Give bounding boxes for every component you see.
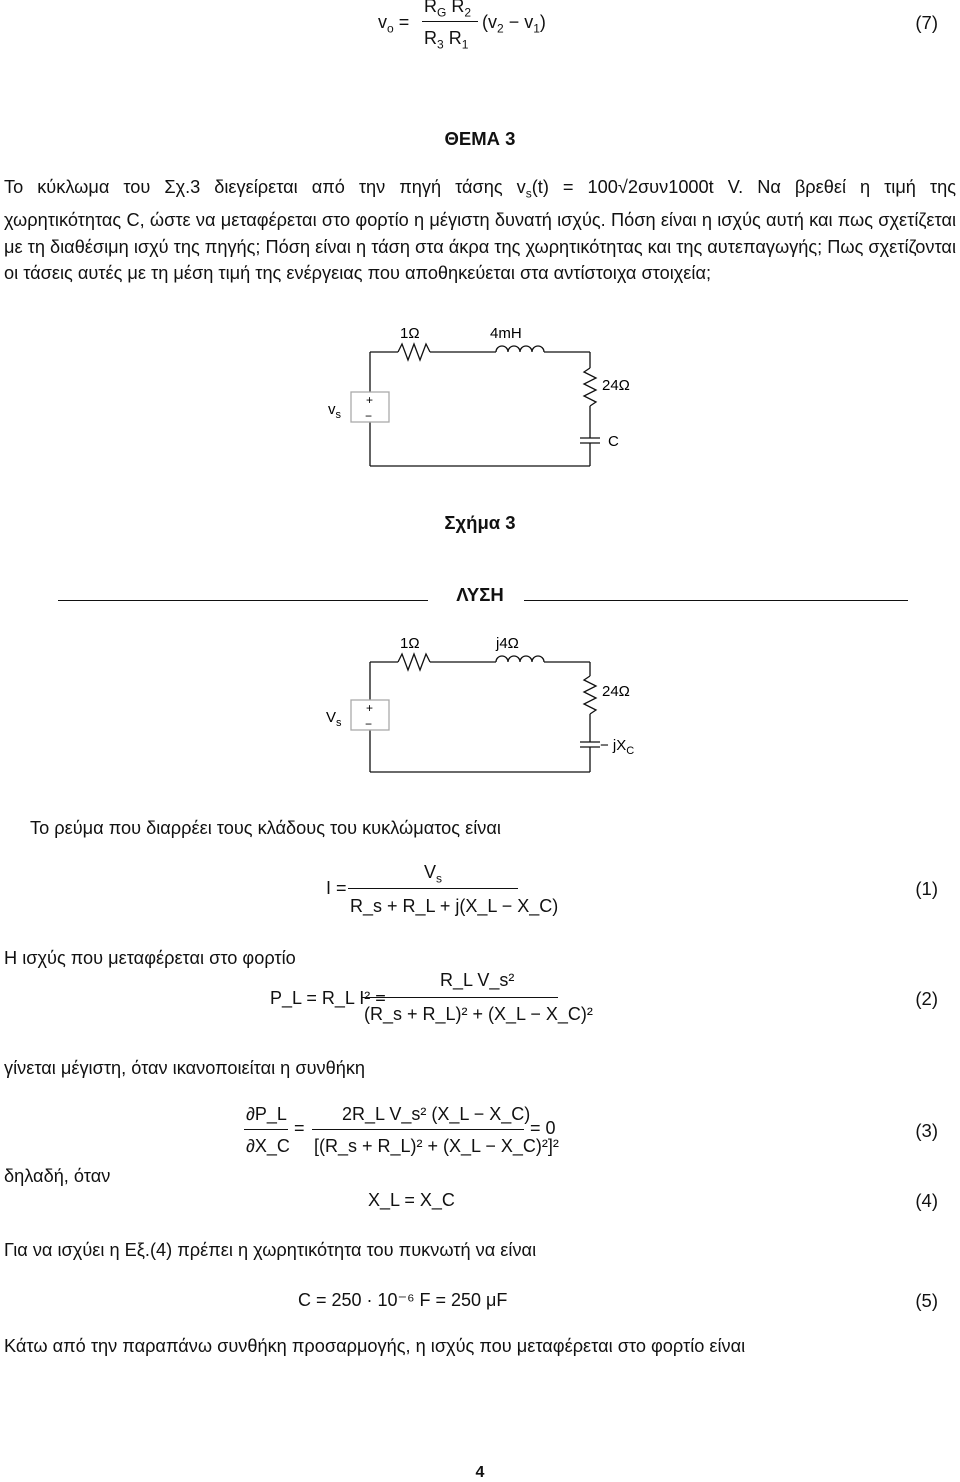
problem-rest: χωρητικότητας C, ώστε να μεταφέρεται στο φορτίο η μέγιστη δυνατή ισχύς. Πόση είναι η ισχύς αυτή και πως σχετίζεται με τη διαθέσιμη ισχύ της πηγής; Πόση είναι η τάση στα άκρα της χωρητικότητας και της αυτεπαγωγής; Πως σχετίζονται οι τάσεις αυτές με τη μέση τιμή της ενέργειας που αποθηκεύεται στα αντίστοιχα στοιχεία; <box>4 210 956 284</box>
equation-5: C = 250 · 10⁻⁶ F = 250 μF <box>298 1290 508 1310</box>
eq3-numerator: 2R_L V_s² (X_L − X_C) <box>342 1104 531 1124</box>
eq7-denominator: $R_3$ $R_1$ <box>424 28 469 52</box>
fig1-plus-sign: + <box>366 393 374 407</box>
eq3-left-denominator: ∂X_C <box>246 1136 290 1156</box>
problem-line-1: Το κύκλωμα του Σχ.3 διεγείρεται από την πηγή τάσης $v_s(t) = 100√2\sigma\upsilon\nu 1000t$ V. Να βρεθεί η τιμή της <box>4 177 956 201</box>
equation-3: ∂P_L ∂X_C = 2R_L V_s² (X_L − X_C) [(R_s + R_L)² + (X_L − X_C)²]² = 0 <box>246 1104 559 1156</box>
eq2-numerator: R_L V_s² <box>440 970 515 990</box>
fig2-source-label: $V_s$ <box>326 709 342 729</box>
eq2-denominator: (R_s + R_L)² + (X_L − X_C)² <box>364 1004 593 1024</box>
problem-paragraph <box>4 174 956 287</box>
equation-2 <box>270 970 593 1030</box>
eq3-denominator: [(R_s + R_L)² + (X_L − X_C)²]² <box>314 1136 559 1156</box>
fig1-inductor-label: 4mH <box>490 325 522 342</box>
eq7-rhs: $(v_2 - v_1)$ <box>482 12 546 36</box>
fig2-resistor-2-label: 24Ω <box>602 683 630 700</box>
resistor-2b-icon <box>584 676 596 714</box>
text-current: Το ρεύμα που διαρρέει τους κλάδους του κυκλώματος είναι <box>30 818 501 838</box>
text-power: Η ισχύς που μεταφέρεται στο φορτίο <box>4 948 296 968</box>
eq3-number: (3) <box>915 1120 938 1141</box>
page-number: 4 <box>475 1464 485 1481</box>
equation-7 <box>378 0 578 60</box>
eq2-number: (2) <box>915 988 938 1009</box>
eq1-denominator: R_s + R_L + j(X_L − X_C) <box>350 896 559 916</box>
fig2-inductor-label: j4Ω <box>496 635 519 652</box>
solution-rule-right <box>524 600 908 601</box>
fig1-capacitor-label: C <box>608 433 619 450</box>
eq3-left-numerator: ∂P_L <box>246 1104 287 1124</box>
fig1-source-label: $v_s$ <box>328 401 341 421</box>
eq1-lhs: I = <box>326 878 347 898</box>
text-that-is: δηλαδή, όταν <box>4 1166 111 1186</box>
eq7-numerator: $R_G$ $R_2$ <box>424 0 472 20</box>
text-capacitance: Για να ισχύει η Εξ.(4) πρέπει η χωρητικότητα του πυκνωτή να είναι <box>4 1240 537 1260</box>
figure-caption: Σχήμα 3 <box>444 512 516 533</box>
resistor-1-icon <box>398 344 430 360</box>
eq1-numerator: $V_s$ <box>424 862 443 886</box>
fig2-plus-sign: + <box>366 701 374 715</box>
fig1-resistor-1-label: 1Ω <box>400 325 420 342</box>
text-max: γίνεται μέγιστη, όταν ικανοποιείται η συνθήκη <box>4 1058 366 1078</box>
eq3-rhs: = 0 <box>530 1118 556 1138</box>
fig2-minus-sign: − <box>365 717 373 731</box>
fig2-resistor-1-label: 1Ω <box>400 635 420 652</box>
eq2-lhs: P_L = R_L I² = <box>270 988 386 1008</box>
solution-title: ΛΥΣΗ <box>456 584 504 605</box>
circuit-figure-1 <box>300 318 660 478</box>
eq7-number: (7) <box>915 12 938 33</box>
resistor-1b-icon <box>398 654 430 670</box>
text-under-condition: Κάτω από την παραπάνω συνθήκη προσαρμογής, η ισχύς που μεταφέρεται στο φορτίο είναι <box>4 1336 746 1356</box>
eq7-lhs: $v_o$ = <box>378 12 410 36</box>
fig2-capacitor-label: − $jX_C$ <box>600 737 635 757</box>
eq4-number: (4) <box>915 1190 938 1211</box>
fig1-minus-sign: − <box>365 409 373 423</box>
inductor-b-icon <box>496 656 544 662</box>
circuit-figure-2 <box>300 628 680 778</box>
theme-title: ΘΕΜΑ 3 <box>444 128 516 149</box>
eq5-number: (5) <box>915 1290 938 1311</box>
equation-1 <box>326 862 559 924</box>
resistor-2-icon <box>584 368 596 406</box>
equation-4: X_L = X_C <box>368 1190 455 1210</box>
inductor-icon <box>496 346 544 352</box>
eq1-number: (1) <box>915 878 938 899</box>
fig1-resistor-2-label: 24Ω <box>602 377 630 394</box>
